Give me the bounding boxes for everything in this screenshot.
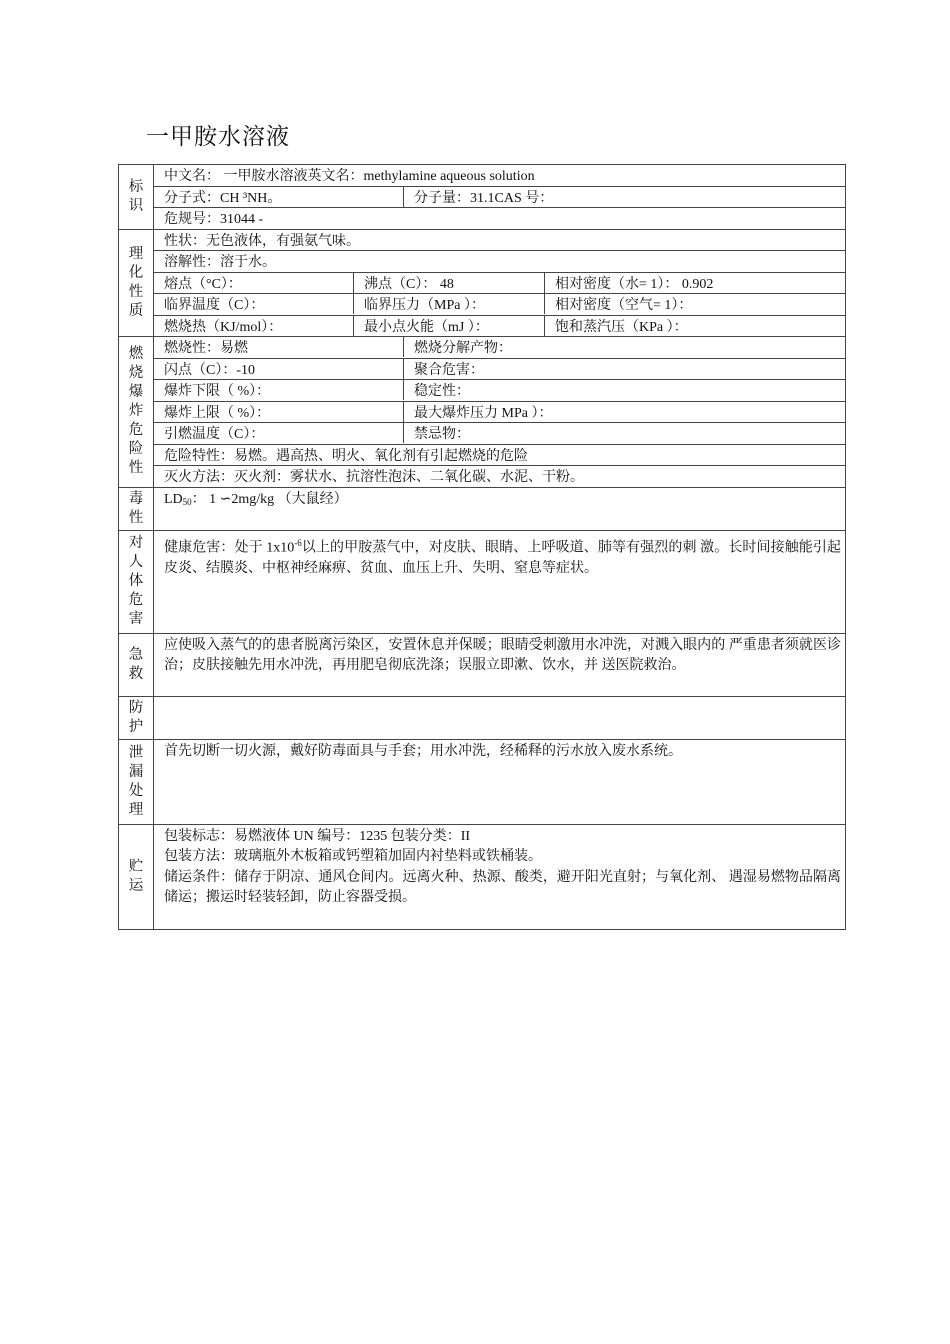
toxicity-ld50: $LD_{50}$： 1 ∽2mg/kg （大鼠经）: [164, 491, 348, 507]
section-label-physchem: 理化性质: [119, 230, 154, 337]
section-toxicity: [119, 487, 845, 530]
section-label-health: 对人体危害: [119, 531, 154, 633]
lower-explosion-limit: 爆炸下限（ %）：: [154, 380, 404, 400]
section-health: [119, 530, 845, 633]
section-storage: [119, 824, 845, 929]
appearance: 性状：无色液体，有强氨气味。: [164, 233, 360, 249]
cn-name: 中文名： 一甲胺水溶液英文名：methylamine aqueous solution: [164, 169, 535, 185]
section-leak: [119, 739, 845, 824]
section-identification: [119, 165, 845, 229]
upper-explosion-limit: 爆炸上限（ %）：: [154, 402, 404, 422]
section-label-storage: 贮运: [119, 825, 154, 929]
hazard-number: 危规号：31044 -: [164, 212, 264, 228]
autoignition-temperature: 引燃温度（C）：: [154, 423, 404, 443]
section-fire: [119, 336, 845, 487]
section-label-protection: 防护: [119, 697, 154, 739]
storage-text: [154, 825, 845, 911]
molecular-weight: 分子量：31.1CAS 号：: [414, 190, 554, 206]
section-protection: [119, 696, 845, 739]
section-label-toxicity: 毒性: [119, 488, 154, 530]
storage-conditions: 储运条件：储存于阴凉、通风仓间内。远离火种、热源、酸类，避开阳光直射；与氧化剂、 遇湿易燃物品隔离储运；搬运时轻装轻卸，防止容器受损。: [164, 869, 841, 905]
molecular-formula: 分子式：CH ³NH。: [154, 187, 404, 207]
section-label-leak: 泄漏处理: [119, 740, 154, 824]
boiling-point: 沸点（C）： 48: [354, 273, 545, 293]
leak-handling-text: 首先切断一切火源，戴好防毒面具与手套；用水冲洗，经稀释的污水放入废水系统。: [164, 743, 682, 759]
section-first-aid: [119, 633, 845, 696]
packaging-mark: 包装标志：易燃液体 UN 编号：1235 包装分类：II: [164, 828, 471, 844]
stability: 稳定性：: [414, 384, 470, 400]
msds-table: [118, 164, 846, 930]
decomposition-products: 燃烧分解产物：: [414, 341, 512, 357]
critical-temperature: 临界温度（C）：: [154, 294, 354, 314]
protection-text: [154, 697, 845, 701]
packaging-method: 包装方法：玻璃瓶外木板箱或钙塑箱加固内衬垫料或铁桶装。: [164, 849, 542, 864]
min-ignition-energy: 最小点火能（mJ ）：: [354, 316, 545, 336]
health-hazards: 健康危害：处于 $1x10^{-6}$以上的甲胺蒸气中，对皮肤、眼睛、上呼吸道、肺等有强烈的刺 激。长时间接触能引起皮炎、结膜炎、中枢神经麻痹、贫血、血压上升、失明、窒息等症状。: [164, 537, 841, 576]
combustion-heat: 燃烧热（KJ/mol）：: [154, 316, 354, 336]
max-explosion-pressure: 最大爆炸压力 MPa ）：: [414, 405, 553, 421]
critical-pressure: 临界压力（MPa ）：: [354, 294, 545, 314]
document-title: 一甲胺水溶液: [146, 124, 290, 149]
relative-density-air: 相对密度（空气= 1）：: [555, 298, 693, 314]
incompatible-materials: 禁忌物：: [414, 427, 470, 443]
relative-density-water: 相对密度（水= 1）： 0.902: [555, 276, 714, 292]
section-label-first-aid: 急救: [119, 634, 154, 696]
flash-point: 闪点（C）：-10: [154, 359, 404, 379]
section-label-identification: 标识: [119, 165, 154, 229]
solubility: 溶解性：溶于水。: [164, 255, 276, 271]
hazard-characteristics: 危险特性：易燃。遇高热、明火、氧化剂有引起燃烧的危险: [164, 448, 528, 464]
polymerization-hazard: 聚合危害：: [414, 362, 484, 378]
vapor-pressure: 饱和蒸汽压（KPa ）：: [555, 319, 688, 335]
extinguishing-method: 灭火方法：灭火剂：雾状水、抗溶性泡沫、二氧化碳、水泥、干粉。: [164, 470, 584, 486]
section-physchem: [119, 229, 845, 337]
melting-point: 熔点（°C）：: [154, 273, 354, 293]
first-aid-text: 应使吸入蒸气的的患者脱离污染区，安置休息并保暖；眼睛受刺激用水冲洗，对溅入眼内的 严重患者须就医诊治；皮肤接触先用水冲洗，再用肥皂彻底洗涤；误服立即漱、饮水，并 送医院救治。: [164, 637, 841, 673]
section-label-fire: 燃烧爆炸危险性: [119, 337, 154, 487]
flammability: 燃烧性：易燃: [154, 337, 404, 357]
